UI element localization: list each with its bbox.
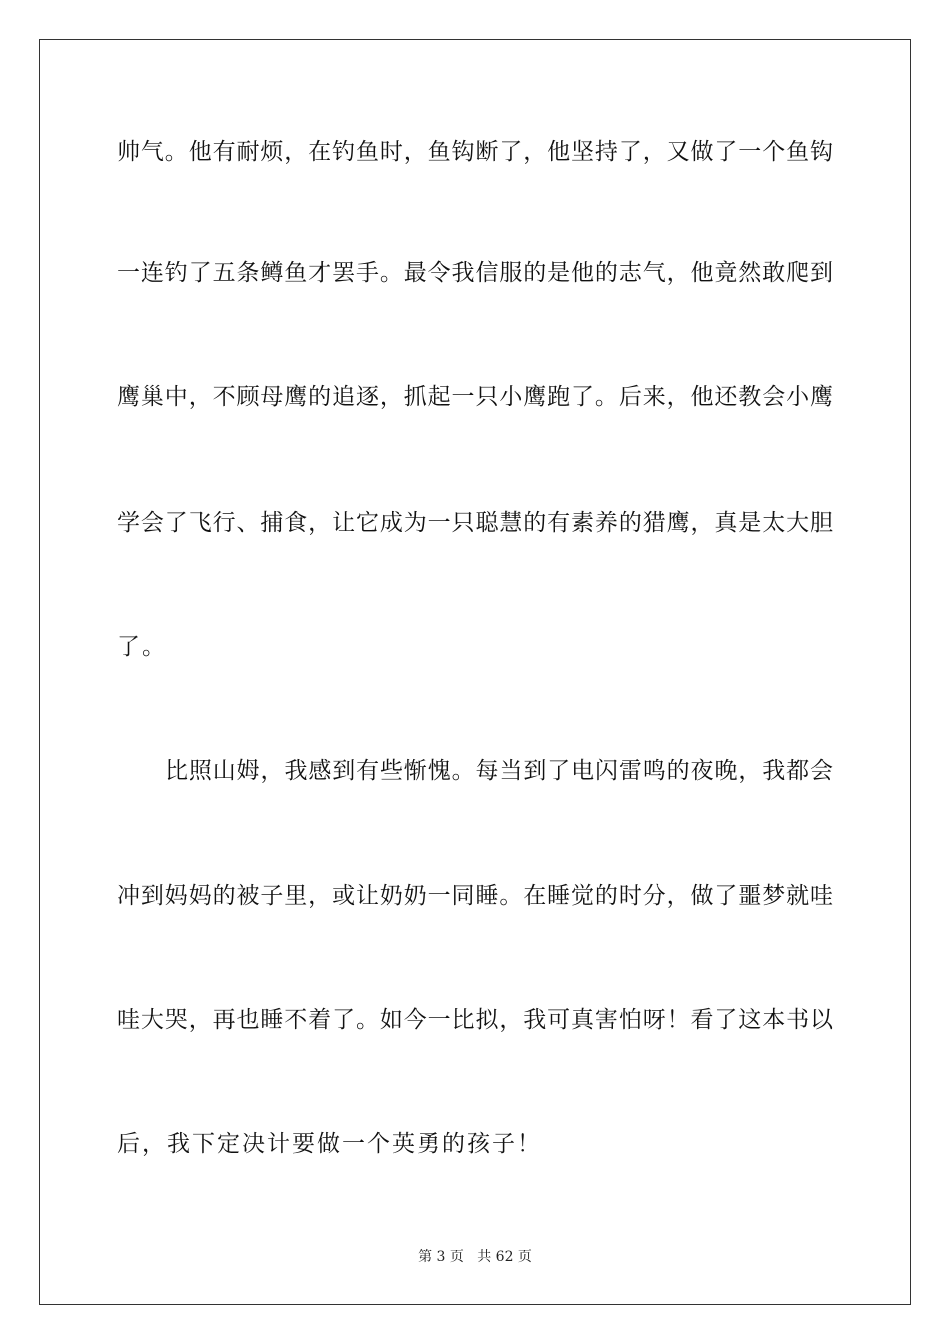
body-text-line: 帅气。他有耐烦，在钓鱼时，鱼钩断了，他坚持了，又做了一个鱼钩 xyxy=(117,139,833,165)
body-text-line: 哇大哭，再也睡不着了。如今一比拟，我可真害怕呀！看了这本书以 xyxy=(117,1007,833,1033)
body-text-line: 冲到妈妈的被子里，或让奶奶一同睡。在睡觉的时分，做了噩梦就哇 xyxy=(117,883,833,909)
body-text-line: 后，我下定决计要做一个英勇的孩子！ xyxy=(117,1131,542,1157)
page-number-footer: 第 3 页 共 62 页 xyxy=(418,1249,532,1265)
body-text-line: 了。 xyxy=(117,634,167,660)
paragraph-first-line: 比照山姆，我感到有些惭愧。每当到了电闪雷鸣的夜晚，我都会 xyxy=(165,758,833,784)
body-text-line: 学会了飞行、捕食，让它成为一只聪慧的有素养的猎鹰，真是太大胆 xyxy=(117,510,833,536)
body-text-line: 鹰巢中，不顾母鹰的追逐，抓起一只小鹰跑了。后来，他还教会小鹰 xyxy=(117,384,833,410)
body-text-line: 一连钓了五条鳟鱼才罢手。最令我信服的是他的志气，他竟然敢爬到 xyxy=(117,260,833,286)
page-border xyxy=(39,39,911,1305)
